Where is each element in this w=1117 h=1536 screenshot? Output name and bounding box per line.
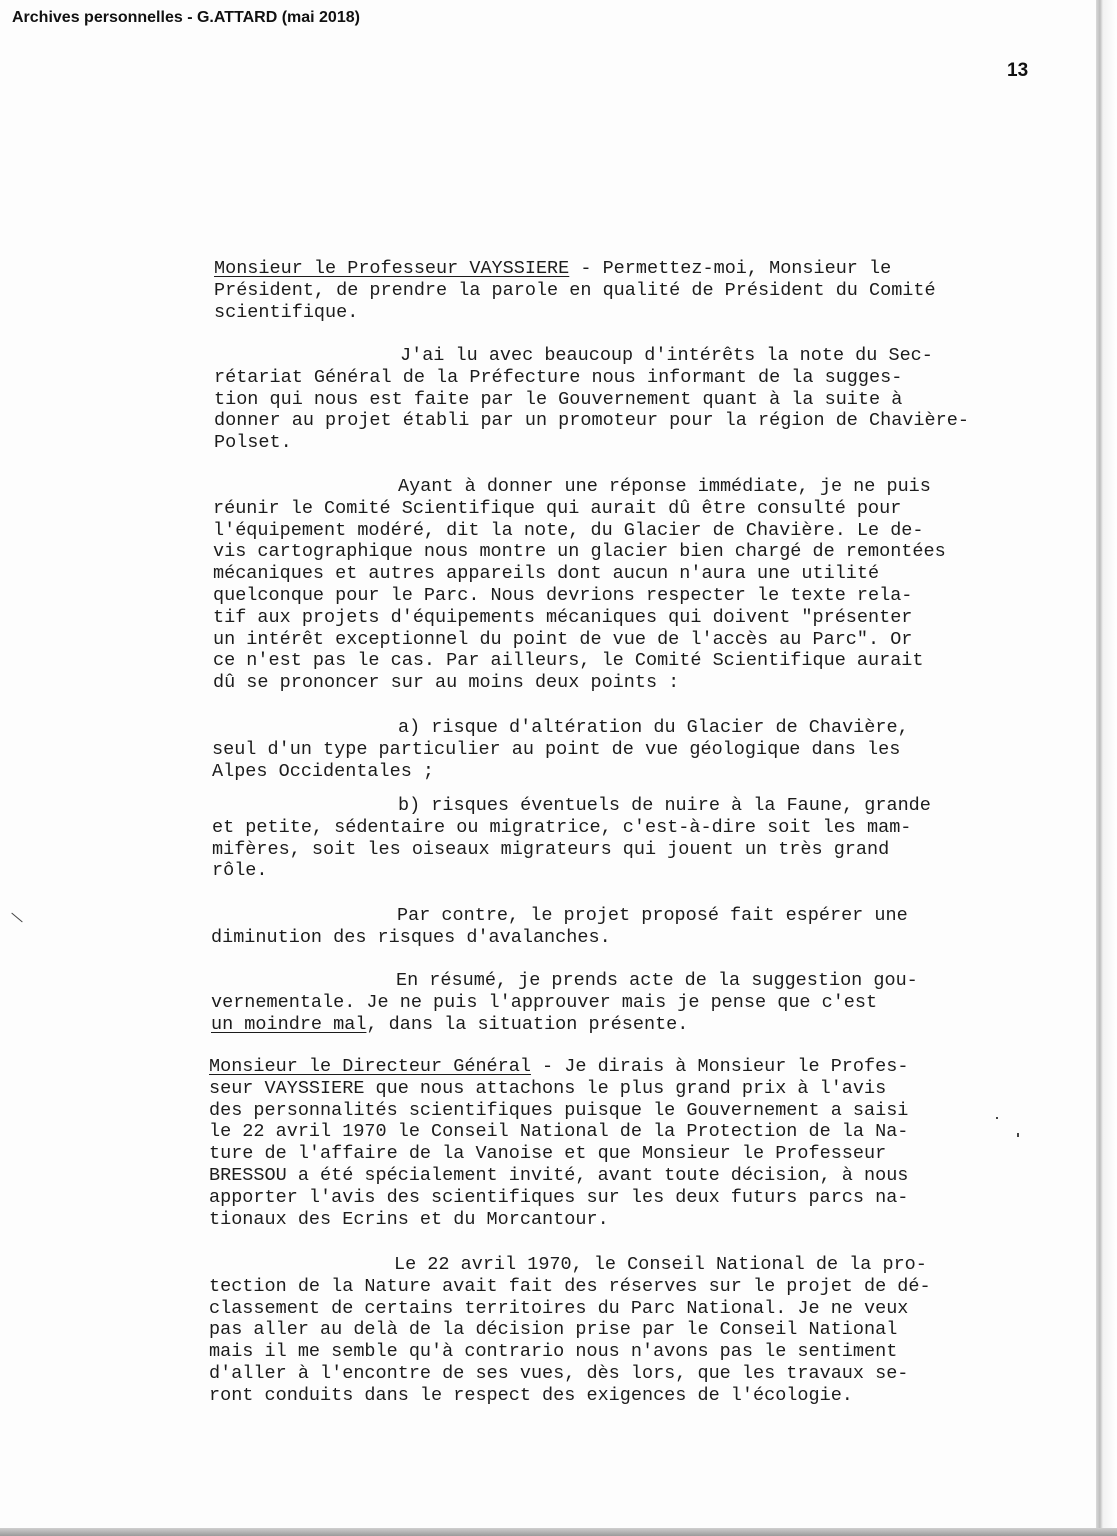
paragraph-summary [211,970,918,1035]
speaker-name: Monsieur le Professeur VAYSSIERE [214,258,570,279]
paragraph-line: classement de certains territoires du Parc National. Je ne veux [209,1297,909,1319]
paragraph-line: ture de l'affaire de la Vanoise et que Monsieur le Professeur [209,1143,887,1165]
paragraph-line: mais il me semble qu'à contrario nous n'avons pas le sentiment [209,1341,898,1363]
paragraph-point-b [212,795,931,882]
paragraph-line [211,1014,918,1036]
paragraph-line: rétariat Général de la Préfecture nous informant de la sugges- [214,366,903,388]
paragraph-line [209,1056,908,1078]
paragraph-line: et petite, sédentaire ou migratrice, c'est-à-dire soit les mam- [212,816,912,838]
paragraph-line: vis cartographique nous montre un glacier bien chargé de remontées [213,541,946,563]
paragraph-note-received [214,345,969,454]
page-right-edge [1096,0,1117,1536]
paragraph-line: diminution des risques d'avalanches. [211,926,611,948]
paragraph-line: vernementale. Je ne puis l'approuver mais je pense que c'est [211,991,878,1013]
paragraph-avalanche [211,905,908,949]
emphasis-line-rest: , dans la situation présente. [366,1013,689,1035]
paragraph-line: Par contre, le projet proposé fait espérer une [397,905,908,926]
paragraph-line: Président, de prendre la parole en qualité de Président du Comité [214,279,936,301]
paragraph-line: apporter l'avis des scientifiques sur les deux futurs parcs na- [209,1186,909,1208]
paragraph-line: Alpes Occidentales ; [212,760,435,782]
paragraph-line: seur VAYSSIERE que nous attachons le plus grand prix à l'avis [209,1077,887,1099]
paragraph-line: mifères, soit les oiseaux migrateurs qui jouent un très grand [212,838,890,860]
paragraph-line: Le 22 avril 1970, le Conseil National de la pro- [394,1254,927,1275]
archive-label: Archives personnelles - G.ATTARD (mai 2018) [12,9,360,26]
paragraph-line: seul d'un type particulier au point de vue géologique dans les [212,738,901,760]
paragraph-line: Ayant à donner une réponse immédiate, je ne puis [398,476,931,497]
paragraph-line: BRESSOU a été spécialement invité, avant toute décision, à nous [209,1164,909,1186]
speaker-line-rest: - Permettez-moi, Monsieur le [569,258,892,279]
paragraph-line: donner au projet établi par un promoteur pour la région de Chavière- [214,410,969,432]
paragraph-directeur-general [209,1056,908,1230]
paragraph-line: tionaux des Ecrins et du Morcantour. [209,1208,609,1230]
scan-speck [1017,1133,1019,1137]
paragraph-line: mécaniques et autres appareils dont aucun n'aura une utilité [213,563,880,585]
paragraph-line: a) risque d'altération du Glacier de Chavière, [398,717,909,738]
paragraph-line: quelconque pour le Parc. Nous devrions respecter le texte rela- [213,584,913,606]
paragraph-line: pas aller au delà de la décision prise par le Conseil National [209,1319,898,1341]
paragraph-line: scientifique. [214,301,359,323]
paragraph-line [214,258,936,280]
speaker-name: Monsieur le Directeur Général [209,1056,531,1077]
paragraph-line: En résumé, je prends acte de la suggestion gou- [396,970,918,991]
paragraph-conseil-national [209,1254,931,1407]
paragraph-line: rôle. [212,860,268,882]
paragraph-line: J'ai lu avec beaucoup d'intérêts la note du Sec- [400,345,933,366]
paragraph-line: des personnalités scientifiques puisque le Gouvernement a saisi [209,1099,909,1121]
paragraph-line: dû se prononcer sur au moins deux points : [213,672,680,694]
paragraph-line: tion qui nous est faite par le Gouvernement quant à la suite à [214,388,903,410]
paragraph-line: tif aux projets d'équipements mécaniques qui doivent "présenter [213,606,913,628]
paragraph-line: d'aller à l'encontre de ses vues, dès lors, que les travaux se- [209,1362,909,1384]
page-number: 13 [1007,60,1029,81]
emphasis-text: un moindre mal [211,1013,367,1035]
paragraph-line: tection de la Nature avait fait des réserves sur le projet de dé- [209,1275,931,1297]
paragraph-line: le 22 avril 1970 le Conseil National de la Protection de la Na- [209,1121,909,1143]
paragraph-immediate-response [213,476,946,694]
speaker-line-rest: - Je dirais à Monsieur le Profes- [530,1056,909,1077]
paragraph-line: réunir le Comité Scientifique qui aurait dû être consulté pour [213,497,902,519]
paragraph-line: un intérêt exceptionnel du point de vue de l'accès au Parc". Or [213,628,913,650]
paragraph-line: Polset. [214,432,292,454]
paragraph-line: ront conduits dans le respect des exigences de l'écologie. [209,1384,853,1406]
paragraph-vayssiere-intro [214,258,936,323]
paragraph-point-a [212,717,909,782]
paragraph-line: l'équipement modéré, dit la note, du Glacier de Chavière. Le de- [213,519,924,541]
paragraph-line: ce n'est pas le cas. Par ailleurs, le Comité Scientifique aurait [213,650,924,672]
paragraph-line: b) risques éventuels de nuire à la Faune, grande [398,795,931,816]
scan-speck [996,1117,998,1119]
